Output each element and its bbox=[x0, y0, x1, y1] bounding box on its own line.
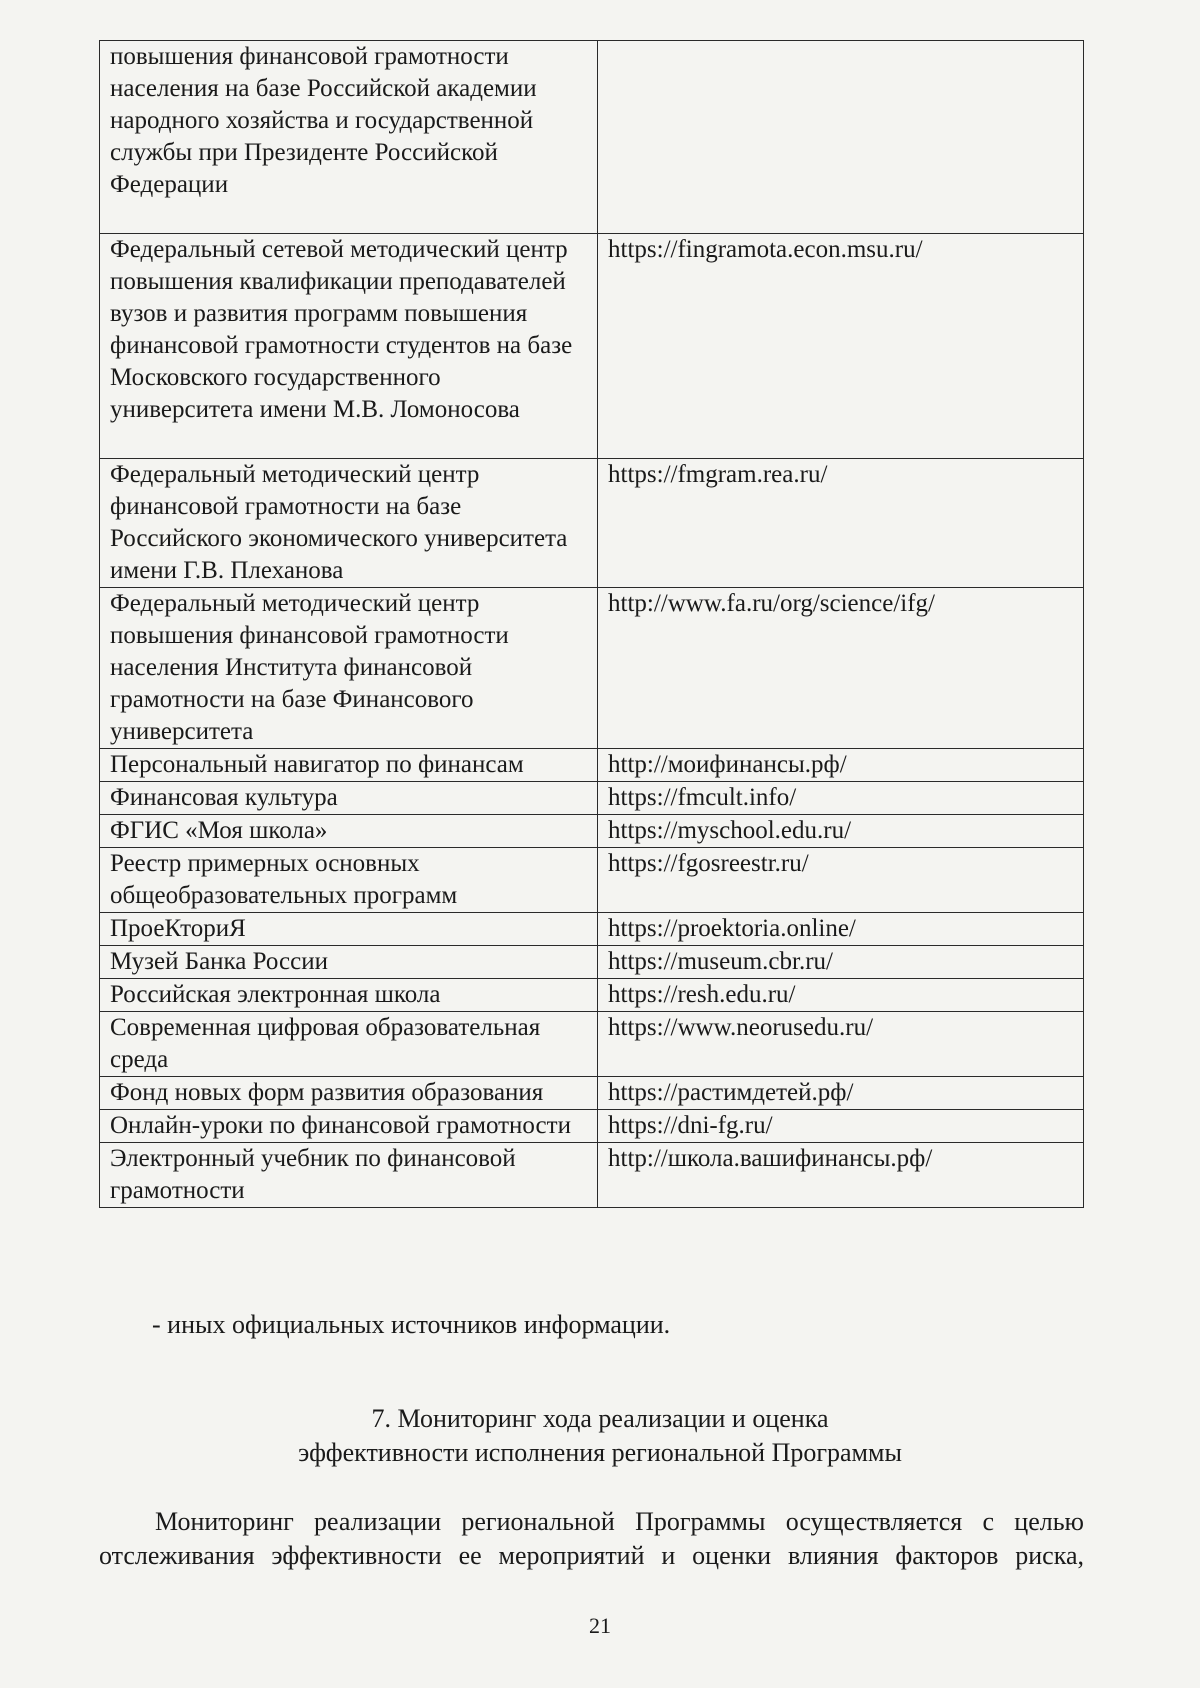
resources-table bbox=[99, 40, 1084, 1208]
table-row bbox=[100, 979, 1084, 1012]
table-row bbox=[100, 782, 1084, 815]
table-row bbox=[100, 234, 1084, 459]
body-line: Мониторинг реализации региональной Программы осуществляется с целью bbox=[155, 1507, 1084, 1536]
resource-name: Персональный навигатор по финансам bbox=[100, 749, 598, 782]
section-heading bbox=[100, 1402, 1100, 1470]
resource-name: Финансовая культура bbox=[100, 782, 598, 815]
resource-url: https://fmcult.info/ bbox=[598, 782, 1084, 815]
resource-url: https://fingramota.econ.msu.ru/ bbox=[598, 234, 1084, 459]
resource-name: Федеральный методический центр повышения финансовой грамотности населения Института финансовой грамотности на базе Финансового университета bbox=[100, 588, 598, 749]
resource-url: https://растимдетей.рф/ bbox=[598, 1077, 1084, 1110]
table-row bbox=[100, 459, 1084, 588]
table-row bbox=[100, 1077, 1084, 1110]
section-heading-line2: эффективности исполнения региональной Программы bbox=[298, 1438, 902, 1467]
resource-name: Федеральный методический центр финансовой грамотности на базе Российского экономического университета имени Г.В. Плеханова bbox=[100, 459, 598, 588]
resource-url: https://dni-fg.ru/ bbox=[598, 1110, 1084, 1143]
resource-name: ФГИС «Моя школа» bbox=[100, 815, 598, 848]
resource-name: Федеральный сетевой методический центр повышения квалификации преподавателей вузов и развития программ повышения финансовой грамотности студентов на базе Московского государственного университета имени М.В. Ломоносова bbox=[100, 234, 598, 459]
table-row bbox=[100, 749, 1084, 782]
resource-url: https://museum.cbr.ru/ bbox=[598, 946, 1084, 979]
table-row bbox=[100, 41, 1084, 234]
resource-name: Реестр примерных основных общеобразовательных программ bbox=[100, 848, 598, 913]
resource-name: ПроеКториЯ bbox=[100, 913, 598, 946]
resource-url: https://resh.edu.ru/ bbox=[598, 979, 1084, 1012]
resource-name: Современная цифровая образовательная среда bbox=[100, 1012, 598, 1077]
table-row bbox=[100, 1143, 1084, 1208]
resource-url: http://школа.вашифинансы.рф/ bbox=[598, 1143, 1084, 1208]
resource-name: Фонд новых форм развития образования bbox=[100, 1077, 598, 1110]
table-row bbox=[100, 913, 1084, 946]
resource-url: https://www.neorusedu.ru/ bbox=[598, 1012, 1084, 1077]
resource-name: повышения финансовой грамотности населения на базе Российской академии народного хозяйства и государственной службы при Президенте Российской Федерации bbox=[100, 41, 598, 234]
table-row bbox=[100, 848, 1084, 913]
resource-url: https://fgosreestr.ru/ bbox=[598, 848, 1084, 913]
resource-url: http://моифинансы.рф/ bbox=[598, 749, 1084, 782]
resource-url: https://fmgram.rea.ru/ bbox=[598, 459, 1084, 588]
resource-url: https://myschool.edu.ru/ bbox=[598, 815, 1084, 848]
table-row bbox=[100, 815, 1084, 848]
page-number: 21 bbox=[589, 1613, 611, 1638]
resource-name: Российская электронная школа bbox=[100, 979, 598, 1012]
body-paragraph bbox=[99, 1505, 1084, 1573]
table-row bbox=[100, 1012, 1084, 1077]
resource-url bbox=[598, 41, 1084, 234]
resource-url: https://proektoria.online/ bbox=[598, 913, 1084, 946]
resource-name: Онлайн-уроки по финансовой грамотности bbox=[100, 1110, 598, 1143]
body-line: отслеживания эффективности ее мероприятий и оценки влияния факторов риска, bbox=[99, 1541, 1084, 1570]
table-row bbox=[100, 1110, 1084, 1143]
resource-name: Электронный учебник по финансовой грамотности bbox=[100, 1143, 598, 1208]
table-row bbox=[100, 588, 1084, 749]
resource-name: Музей Банка России bbox=[100, 946, 598, 979]
section-heading-line1: 7. Мониторинг хода реализации и оценка bbox=[371, 1404, 829, 1433]
table-row bbox=[100, 946, 1084, 979]
resource-url: http://www.fa.ru/org/science/ifg/ bbox=[598, 588, 1084, 749]
bullet-item: - иных официальных источников информации. bbox=[152, 1310, 671, 1339]
